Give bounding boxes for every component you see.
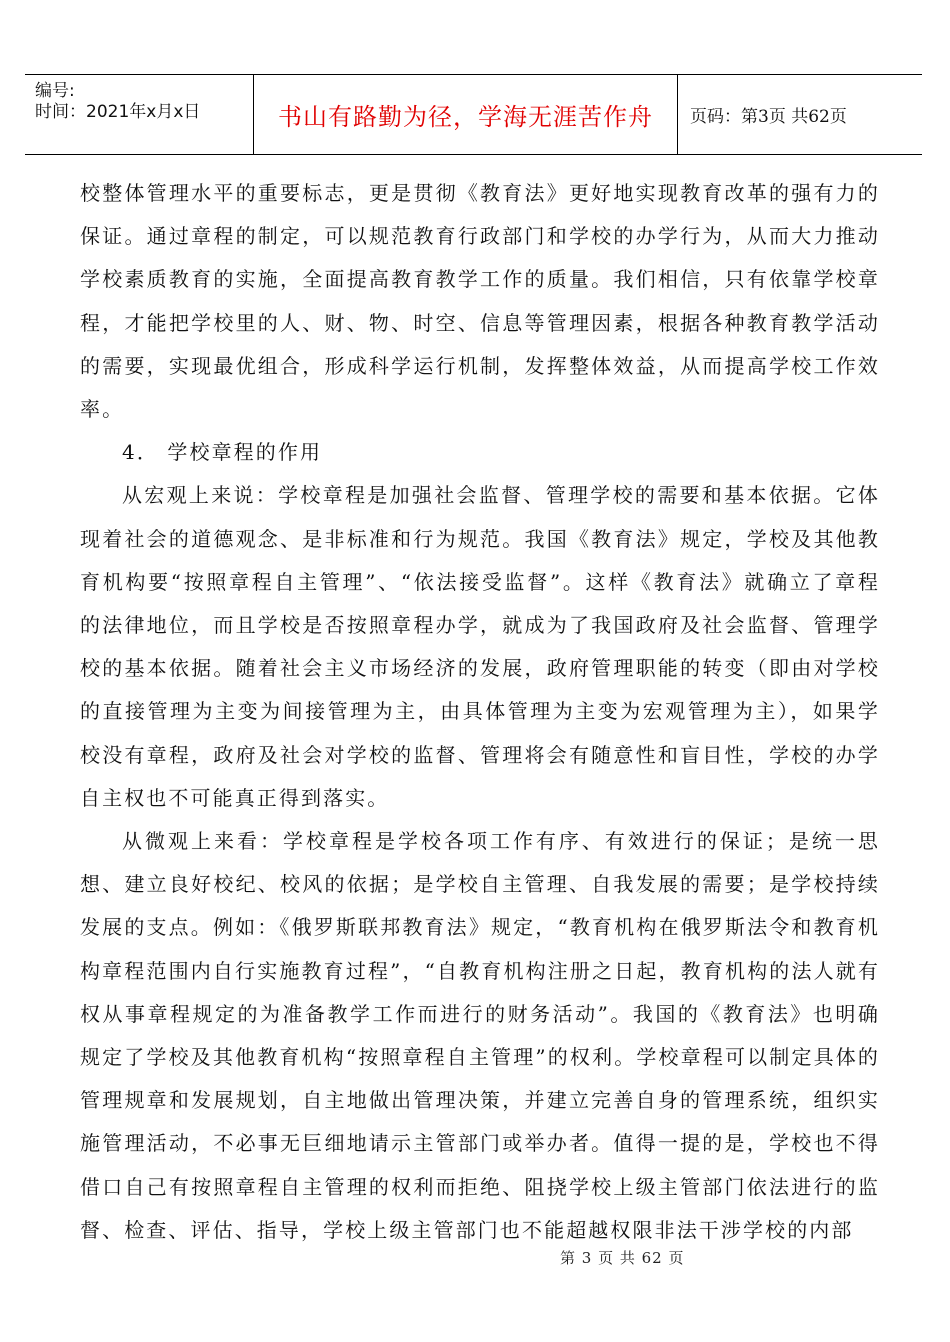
body-paragraph: 从微观上来看：学校章程是学校各项工作有序、有效进行的保证；是统一思想、建立良好校纪、校风的依据；是学校自主管理、自我发展的需要；是学校持续发展的支点。例如：《俄罗斯联邦教育法》规定，“教育机构在俄罗斯法令和教育机构章程范围内自行实施教育过程”，“自教育机构注册之日起，教育机构的法人就有权从事章程规定的为准备教学工作而进行的财务活动”。我国的《教育法》也明确规定了学校及其他教育机构“按照章程自主管理”的权利。学校章程可以制定具体的管理规章和发展规划，自主地做出管理决策，并建立完善自身的管理系统，组织实施管理活动，不必事无巨细地请示主管部门或举办者。值得一提的是，学校也不得借口自己有按照章程自主管理的权利而拒绝、阻挠学校上级主管部门依法进行的监督、检查、评估、指导，学校上级主管部门也不能超越权限非法干涉学校的内部 [80,829,880,1242]
header-page-info: 页码：第3页 共62页 [690,107,847,127]
header-motto: 书山有路勤为径，学海无涯苦作舟 [278,103,653,131]
header-page-cell [678,75,922,154]
header-meta [25,75,254,154]
document-body [80,172,880,1252]
document-number-label: 编号: [35,81,75,101]
body-paragraph: 校整体管理水平的重要标志，更是贯彻《教育法》更好地实现教育改革的强有力的保证。通过章程的制定，可以规范教育行政部门和学校的办学行为，从而大力推动学校素质教育的实施，全面提高教育教学工作的质量。我们相信，只有依靠学校章程，才能把学校里的人、财、物、时空、信息等管理因素，根据各种教育教学活动的需要，实现最优组合，形成科学运行机制，发挥整体效益，从而提高学校工作效率。 [80,181,880,422]
header-motto-cell [254,75,678,154]
document-time: 时间：2021年x月x日 [35,102,201,122]
page-header [25,74,922,155]
body-paragraph: 从宏观上来说：学校章程是加强社会监督、管理学校的需要和基本依据。它体现着社会的道德观念、是非标准和行为规范。我国《教育法》规定，学校及其他教育机构要“按照章程自主管理”、“依法接受监督”。这样《教育法》就确立了章程的法律地位，而且学校是否按照章程办学，就成为了我国政府及社会监督、管理学校的基本依据。随着社会主义市场经济的发展，政府管理职能的转变（即由对学校的直接管理为主变为间接管理为主，由具体管理为主变为宏观管理为主），如果学校没有章程，政府及社会对学校的监督、管理将会有随意性和盲目性，学校的办学自主权也不可能真正得到落实。 [80,483,880,810]
page-footer [0,1229,950,1265]
footer-page-number: 第 3 页 共 62 页 [560,1249,685,1267]
section-heading: 4． 学校章程的作用 [122,440,323,465]
